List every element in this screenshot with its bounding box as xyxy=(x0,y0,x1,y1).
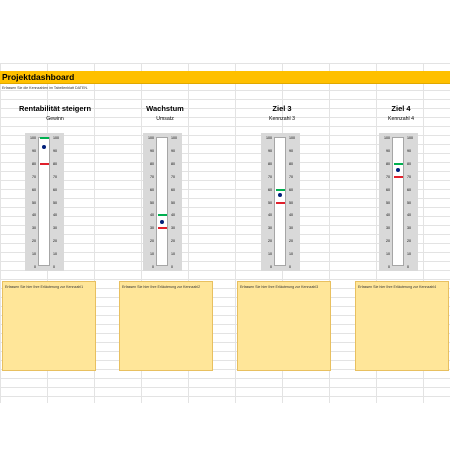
gauge-tick-label: 0 xyxy=(152,265,154,269)
gauge-tick-label: 70 xyxy=(150,174,154,179)
gauge-tick-label: 30 xyxy=(171,226,175,231)
gauge-tick-label: 100 xyxy=(384,136,390,140)
gauge-tick-label: 70 xyxy=(268,174,272,179)
gauge-track xyxy=(156,137,168,266)
kpi-title: Rentabilität steigern xyxy=(18,104,92,113)
kpi-header-1 xyxy=(5,104,105,122)
gauge-tick-label: 40 xyxy=(407,213,411,218)
gauge-tick-label: 90 xyxy=(386,148,390,153)
note-box-3[interactable] xyxy=(237,281,331,371)
gauge-tick-label: 100 xyxy=(407,136,413,140)
kpi-header-3 xyxy=(232,104,332,122)
kpi-gauge-1[interactable] xyxy=(25,133,64,271)
gauge-tick-label: 90 xyxy=(53,148,57,153)
gauge-tick-label: 90 xyxy=(150,148,154,153)
gauge-tick-label: 50 xyxy=(407,200,411,205)
kpi-title: Ziel 4 xyxy=(391,104,411,113)
note-box-1[interactable] xyxy=(2,281,96,371)
gauge-tick-label: 0 xyxy=(53,265,55,269)
gauge-tick-label: 10 xyxy=(53,252,57,257)
gauge-tick-label: 60 xyxy=(150,187,154,192)
gauge-tick-label: 60 xyxy=(171,187,175,192)
gauge-tick-label: 10 xyxy=(171,252,175,257)
gauge-tick-label: 100 xyxy=(148,136,154,140)
kpi-subtitle: Kennzahl 4 xyxy=(388,116,414,122)
gauge-track xyxy=(38,137,50,266)
gauge-tick-label: 40 xyxy=(32,213,36,218)
gauge-tick-label: 40 xyxy=(386,213,390,218)
gauge-tick-label: 90 xyxy=(171,148,175,153)
gauge-tick-label: 90 xyxy=(289,148,293,153)
target-marker xyxy=(158,214,167,216)
note-text: Erfassen Sie hier Ihre Erläuterung zur Kennzahl4 xyxy=(358,285,437,289)
gauge-tick-label: 10 xyxy=(32,252,36,257)
gauge-tick-label: 70 xyxy=(407,174,411,179)
gauge-tick-label: 80 xyxy=(171,161,175,166)
gauge-tick-label: 50 xyxy=(32,200,36,205)
gauge-tick-label: 20 xyxy=(150,239,154,244)
kpi-header-2 xyxy=(115,104,215,122)
gauge-tick-label: 80 xyxy=(32,161,36,166)
gauge-tick-label: 60 xyxy=(32,187,36,192)
gauge-tick-label: 100 xyxy=(289,136,295,140)
note-box-4[interactable] xyxy=(355,281,449,371)
gauge-tick-label: 40 xyxy=(53,213,57,218)
actual-value-dot xyxy=(278,193,282,197)
gauge-tick-label: 50 xyxy=(289,200,293,205)
gauge-tick-label: 90 xyxy=(32,148,36,153)
gauge-tick-label: 0 xyxy=(270,265,272,269)
previous-marker xyxy=(158,227,167,229)
gauge-tick-label: 70 xyxy=(53,174,57,179)
gauge-tick-label: 10 xyxy=(150,252,154,257)
gauge-tick-label: 10 xyxy=(407,252,411,257)
kpi-subtitle: Umsatz xyxy=(156,116,174,122)
gauge-tick-label: 0 xyxy=(407,265,409,269)
gauge-track xyxy=(392,137,404,266)
gauge-tick-label: 30 xyxy=(407,226,411,231)
gauge-tick-label: 60 xyxy=(53,187,57,192)
gauge-tick-label: 50 xyxy=(150,200,154,205)
gauge-tick-label: 20 xyxy=(386,239,390,244)
note-box-2[interactable] xyxy=(119,281,213,371)
gauge-tick-label: 0 xyxy=(289,265,291,269)
actual-value-dot xyxy=(160,220,164,224)
gauge-tick-label: 10 xyxy=(268,252,272,257)
gauge-tick-label: 20 xyxy=(268,239,272,244)
gauge-tick-label: 50 xyxy=(268,200,272,205)
note-text: Erfassen Sie hier Ihre Erläuterung zur Kennzahl1 xyxy=(5,285,84,289)
kpi-gauge-4[interactable] xyxy=(379,133,418,271)
kpi-subtitle: Gewinn xyxy=(46,116,64,122)
gauge-tick-label: 0 xyxy=(34,265,36,269)
gauge-tick-label: 80 xyxy=(268,161,272,166)
gauge-tick-label: 0 xyxy=(388,265,390,269)
gauge-tick-label: 30 xyxy=(386,226,390,231)
gauge-tick-label: 70 xyxy=(386,174,390,179)
page-title: Projektdashboard xyxy=(2,72,75,82)
note-text: Erfassen Sie hier Ihre Erläuterung zur Kennzahl2 xyxy=(122,285,201,289)
previous-marker xyxy=(276,202,285,204)
target-marker xyxy=(276,189,285,191)
gauge-tick-label: 40 xyxy=(150,213,154,218)
kpi-subtitle: Kennzahl 3 xyxy=(269,116,295,122)
gauge-tick-label: 60 xyxy=(289,187,293,192)
gauge-tick-label: 70 xyxy=(32,174,36,179)
gauge-tick-label: 80 xyxy=(53,161,57,166)
target-marker xyxy=(394,163,403,165)
gauge-tick-label: 50 xyxy=(171,200,175,205)
kpi-gauge-2[interactable] xyxy=(143,133,182,271)
instruction-text: Erfassen Sie die Kennzahlen im Tabellenblatt DATEN. xyxy=(2,86,88,90)
gauge-tick-label: 30 xyxy=(268,226,272,231)
gauge-tick-label: 40 xyxy=(268,213,272,218)
gauge-tick-label: 20 xyxy=(171,239,175,244)
gauge-tick-label: 80 xyxy=(386,161,390,166)
gauge-tick-label: 100 xyxy=(266,136,272,140)
kpi-header-4 xyxy=(351,104,450,122)
note-text: Erfassen Sie hier Ihre Erläuterung zur Kennzahl3 xyxy=(240,285,319,289)
gauge-tick-label: 80 xyxy=(289,161,293,166)
kpi-gauge-3[interactable] xyxy=(261,133,300,271)
gauge-tick-label: 60 xyxy=(386,187,390,192)
previous-marker xyxy=(40,163,49,165)
gauge-tick-label: 100 xyxy=(171,136,177,140)
gauge-tick-label: 40 xyxy=(289,213,293,218)
gauge-tick-label: 100 xyxy=(30,136,36,140)
gauge-tick-label: 20 xyxy=(289,239,293,244)
gauge-tick-label: 50 xyxy=(53,200,57,205)
gauge-tick-label: 30 xyxy=(53,226,57,231)
gauge-tick-label: 10 xyxy=(289,252,293,257)
target-marker xyxy=(40,137,49,139)
gauge-tick-label: 0 xyxy=(171,265,173,269)
gauge-tick-label: 20 xyxy=(407,239,411,244)
gauge-tick-label: 80 xyxy=(407,161,411,166)
gauge-tick-label: 70 xyxy=(171,174,175,179)
gauge-tick-label: 20 xyxy=(53,239,57,244)
gauge-tick-label: 90 xyxy=(407,148,411,153)
gauge-tick-label: 10 xyxy=(386,252,390,257)
gauge-tick-label: 60 xyxy=(268,187,272,192)
gauge-tick-label: 30 xyxy=(150,226,154,231)
gauge-tick-label: 50 xyxy=(386,200,390,205)
actual-value-dot xyxy=(42,145,46,149)
kpi-title: Ziel 3 xyxy=(272,104,292,113)
gauge-tick-label: 20 xyxy=(32,239,36,244)
gauge-tick-label: 30 xyxy=(289,226,293,231)
kpi-title: Wachstum xyxy=(146,104,184,113)
title-bar xyxy=(0,71,450,84)
gauge-tick-label: 100 xyxy=(53,136,59,140)
gauge-tick-label: 40 xyxy=(171,213,175,218)
gauge-tick-label: 90 xyxy=(268,148,272,153)
gauge-tick-label: 70 xyxy=(289,174,293,179)
gauge-tick-label: 80 xyxy=(150,161,154,166)
gauge-tick-label: 30 xyxy=(32,226,36,231)
gauge-tick-label: 60 xyxy=(407,187,411,192)
previous-marker xyxy=(394,176,403,178)
